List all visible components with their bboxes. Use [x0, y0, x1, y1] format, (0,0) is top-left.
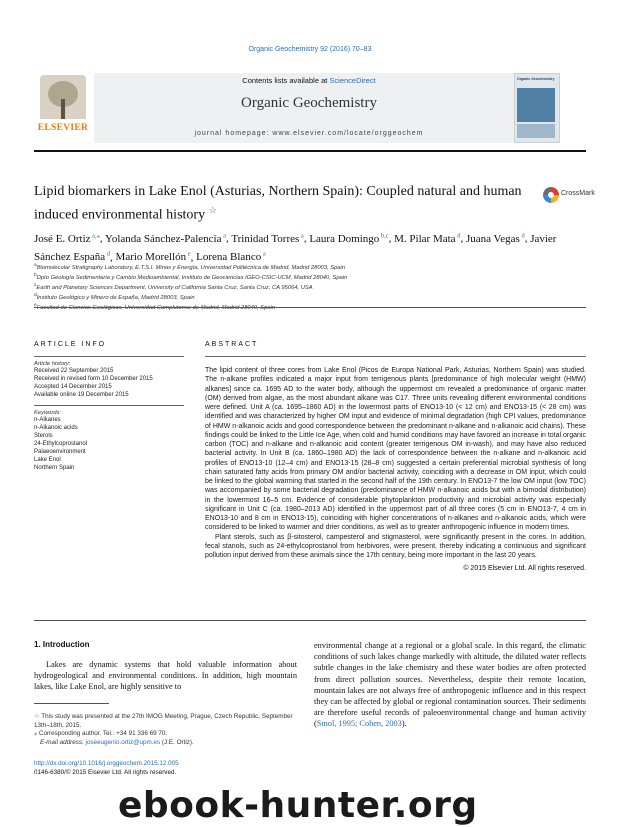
email-link[interactable]: joseeugenio.ortiz@upm.es	[85, 738, 161, 746]
affiliation	[34, 262, 586, 272]
crossmark-icon	[543, 187, 559, 203]
author-name: Mario Morellón	[115, 251, 187, 264]
footnote-2-text: Corresponding author. Tel.: +34 91 336 69 70.	[38, 730, 168, 737]
watermark-text: ebook-hunter.org	[118, 785, 478, 826]
affiliation	[34, 282, 586, 292]
email-suffix: (J.E. Ortiz).	[160, 738, 194, 746]
abstract-heading: ABSTRACT	[205, 341, 259, 348]
journal-title: Organic Geochemistry	[241, 95, 377, 111]
abstract-paragraph: The lipid content of three cores from Lake Enol (Picos de Europa National Park, Asturias, Northern Spain) was studied. The n-alkane profiles indicated a major input from terrigenous plants [predominance of high molecular weight (HMW) alkanes] since ca. 1695 AD to the water body, although the uppermost cm revealed a predominance of organic matter (OM) derived from algae, as the most abundant alkane was C17. Three units revealing different environmental conditions were defined. Unit A (ca. 1695–1860 AD) in the lowermost parts of ENO13-10 (< 12 cm) and ENO13-15 (< 28 cm) was identified and was characterized by higher OM input and evidence of minimal degradation (high CPI values, predominance of HMW n-alkanoic acids and good correspondence between the predominant n-alkane and n-alkanoic acid chains). These findings could be linked to the Little Ice Age, when cold and humid conditions may have favored an increase in total organic carbon (TOC) and n-alkane and n-alkanoic acid content (greater terrigenous OM in-wash), and may have also reduced bacterial activity. In Unit B (ca. 1860–1980 AD) the lack of correspondence between the n-alkane and n-alkanoic acid profiles of ENO13-10 (12–4 cm) and ENO13-15 (28–8 cm) suggested a certain preferential microbial synthesis of long chain saturated fatty acids from primary OM and/or bacterial activity, coinciding with a decrease in OM input, which could be linked to the global warming that started in the second half of the 19th century. In ENO13-7 the low OM input (low TOC) was accompanied by some bacterial degradation (predominance of HMW n-alkanoic acids but with a bimodal distribution) in the lowermost 16–5 cm. Evidence of considerable phytoplankton productivity and microbial activity was especially significant in Unit C (ca. 1980–2013 AD) identified in the uppermost part of all three cores (5 cm in ENO13-7, 4 cm in ENO13-10 and 8 cm in ENO13-15), coinciding with higher concentrations of n-alkanes and n-alkanoic acids, which were considered to be linked to warmer and drier conditions, as well as to greater anthropogenic influence in modern times.	[205, 367, 586, 532]
author[interactable]	[466, 233, 525, 245]
author-name: Laura Domingo	[309, 232, 380, 245]
abstract-paragraph: Plant sterols, such as β-sitosterol, campesterol and stigmasterol, were significantly present in the cores. In addition, fecal stanols, such as 24-ethylcoprostanol from herbivores, were present, thereby indicating a continuous and significant pollution input derived from these animals since the 17th century, being more important in the last 20 years.	[205, 533, 586, 559]
history-item: Available online 19 December 2015	[34, 392, 129, 398]
crossmark-badge[interactable]	[543, 186, 595, 206]
affiliation-mark: a	[34, 263, 37, 268]
affiliation-mark: d	[34, 292, 37, 298]
affiliation-text: Instituto Geológico y Minero de España, Madrid 28003, Spain	[36, 294, 195, 301]
keyword-item: Lake Enol	[34, 457, 61, 463]
affiliation-text: Earth and Planetary Sciences Department, University of California Santa Cruz, Santa Cruz, CA 95064, USA	[36, 284, 313, 291]
crossmark-label: CrossMark	[561, 190, 595, 197]
author-name: M. Pilar Mata	[394, 232, 456, 245]
contents-line	[94, 76, 524, 85]
author-affiliation-mark[interactable]: a	[261, 250, 266, 258]
abstract-rule	[205, 356, 586, 357]
history-item: Received in revised form 10 December 2015	[34, 376, 153, 382]
title-footnote-mark[interactable]: ☆	[208, 205, 217, 215]
keyword-item: Northern Spain	[34, 465, 75, 471]
keyword-item: Palaeoenvironment	[34, 449, 86, 455]
author[interactable]	[105, 233, 226, 245]
footnote-2	[34, 730, 297, 739]
keyword-item: n-Alkanoic acids	[34, 425, 78, 431]
author-affiliation-mark[interactable]: b,c	[379, 232, 389, 239]
keyword-item: n-Alkanes	[34, 417, 61, 423]
keywords-label: Keywords:	[34, 410, 62, 416]
affiliation-mark: e	[34, 302, 37, 308]
copyright-notice: © 2015 Elsevier Ltd. All rights reserved.	[463, 565, 586, 573]
introduction-right-column	[314, 640, 586, 730]
author-name: Javier Sánchez España	[34, 232, 557, 264]
abstract-body	[205, 366, 586, 560]
author-affiliation-mark[interactable]: d	[519, 232, 525, 239]
history-item: Received 22 September 2015	[34, 368, 114, 374]
journal-citation[interactable]: Organic Geochemistry 92 (2016) 70–83	[248, 46, 372, 53]
history-item: Accepted 14 December 2015	[34, 384, 112, 390]
affiliation-rule	[34, 307, 586, 308]
keywords-list	[34, 416, 184, 472]
abstract-panel	[205, 341, 586, 572]
author-affiliation-mark[interactable]: e	[186, 250, 191, 258]
email-label: E-mail address:	[40, 738, 86, 746]
journal-banner	[34, 73, 584, 143]
article-info-heading: ARTICLE INFO	[34, 341, 107, 348]
doi-link[interactable]: http://dx.doi.org/10.1016/j.orggeochem.2015.12.005	[34, 760, 179, 767]
footnote-rule	[34, 703, 109, 704]
author[interactable]	[34, 233, 100, 245]
affiliation-text: Biomolecular Stratigraphy Laboratory, E.T.S.I. Minas y Energía, Universidad Politécnica de Madrid, Madrid 28003, Spain	[36, 264, 346, 271]
introduction-heading: 1. Introduction	[34, 640, 90, 649]
affiliation-mark: b	[34, 272, 37, 278]
introduction-right-text: environmental change at a regional or a global scale. In this regard, the climatic conditions of such lakes change markedly with altitude, the diluted water reflects subtle changes in the lake chemistry and these water bodies are often protected from direct pollution sources. Nevertheless, despite their remote location, mountain lakes are not always free of anthropogenic influence and in this respect they can be affected by global or regional contamination sources. Their sediments are therefore useful records of paleoenvironmental change and human activity (	[314, 641, 586, 729]
introduction-left-column: Lakes are dynamic systems that hold valuable information about hydrogeological and environmental conditions. In addition, high mountain lakes, like Lake Enol, are highly sensitive to	[34, 660, 297, 692]
abstract-bottom-rule	[34, 620, 586, 621]
journal-cover-thumbnail[interactable]	[514, 73, 560, 143]
author-name: Juana Vegas	[465, 232, 520, 245]
introduction-right-text-end: ).	[401, 719, 407, 729]
footnote-1-text: This study was presented at the 27th IMOG Meeting, Prague, Czech Republic, September 13th–18th, 2015.	[34, 713, 293, 729]
author-name: Lorena Blanco	[196, 251, 262, 264]
author-name: Trinidad Torres	[231, 232, 300, 245]
issn-line: 0146-6380/© 2015 Elsevier Ltd. All rights reserved.	[34, 768, 177, 776]
footnotes	[34, 713, 297, 747]
header-rule	[34, 150, 586, 152]
affiliation-text: Dpto Geología Sedimentaria y Cambio Medioambiental, Instituto de Geociencias IGEO-CSIC-UCM, Madrid 28040, Spain	[36, 274, 348, 281]
elsevier-tree-icon	[40, 75, 86, 119]
article-title-text: Lipid biomarkers in Lake Enol (Asturias, Northern Spain): Coupled natural and human induced environmental history	[34, 184, 522, 223]
doi-block	[34, 760, 297, 777]
keyword-item: Sterols	[34, 433, 53, 439]
author[interactable]	[394, 233, 460, 245]
keywords-rule	[34, 405, 184, 406]
journal-homepage[interactable]: journal homepage: www.elsevier.com/locate/orggeochem	[194, 130, 424, 137]
elsevier-logo[interactable]	[34, 73, 92, 143]
article-title	[34, 183, 524, 225]
affiliation	[34, 292, 586, 302]
author-name: Yolanda Sánchez-Palencia	[105, 232, 222, 245]
sciencedirect-link[interactable]: ScienceDirect	[329, 76, 376, 85]
affiliation-list	[34, 262, 586, 312]
author[interactable]	[231, 233, 304, 245]
footnote-1	[34, 713, 297, 730]
author-affiliation-mark[interactable]: a	[299, 232, 304, 239]
history-list	[34, 367, 184, 399]
keyword-item: 24-Ethylcoprostanol	[34, 441, 88, 447]
article-info-rule	[34, 356, 184, 357]
author-affiliation-mark[interactable]: a	[221, 232, 226, 239]
publisher-logo-text: ELSEVIER	[37, 123, 89, 133]
affiliation-text: Facultad de Ciencias Geológicas, Universidad Complutense de Madrid, Madrid 28040, Spain	[36, 304, 276, 311]
contents-prefix: Contents lists available at	[242, 76, 330, 85]
article-info-panel	[34, 341, 184, 472]
footnote-2-mark: ⁎	[34, 730, 38, 737]
cover-band	[517, 124, 555, 138]
author-name: José E. Ortiz	[34, 232, 91, 245]
history-label: Article history:	[34, 361, 71, 367]
author-affiliation-mark[interactable]: a,⁎	[90, 232, 100, 239]
email-line	[34, 739, 297, 748]
author-list: José E. Ortiz $^{a,⁎}$, Yolanda Sánchez-Palencia $^a$, Trinidad Torres $^a$, Laura Domingo $^{b,c}$, M. Pilar Mata $^d$, Juana Vegas $^d$, Javier Sánchez España $^d$, Mario Morellón $^e$, Lorena Blanco $^a$	[34, 232, 557, 264]
affiliation	[34, 272, 586, 282]
cover-title: Organic Geochemistry	[517, 77, 555, 81]
citation-link[interactable]: Smol, 1995; Cohen, 2003	[316, 719, 402, 729]
cover-image	[517, 88, 555, 122]
author-affiliation-mark[interactable]: d	[105, 250, 111, 258]
footnote-1-mark: ☆	[34, 713, 40, 720]
author-affiliation-mark[interactable]: d	[455, 232, 461, 239]
affiliation-mark: c	[34, 282, 37, 288]
author[interactable]	[309, 233, 388, 245]
